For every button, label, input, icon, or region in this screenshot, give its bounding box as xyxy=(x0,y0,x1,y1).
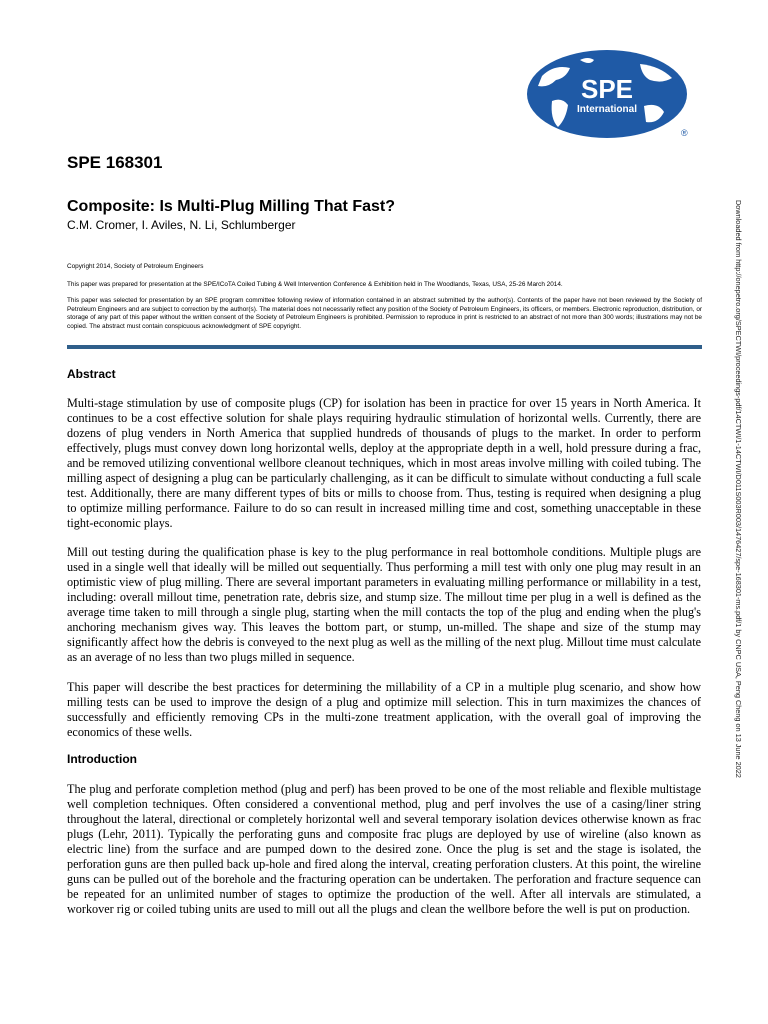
abstract-paragraph-2: Mill out testing during the qualification phase is key to the plug performance in real bottomhole conditions. Multiple plugs are used in a single well that ideally will be milled out sequentially. Thus performing a mill test with only one plug may result in an optimistic view of plug milling. There are several important parameters in evaluating milling performance or millability in a test, including: overall millout time, penetration rate, debris size, and stump size. The millout time per plug in a well is defined as the average time taken to mill through a single plug, starting when the mill contacts the top of the plug and ending when the plug's anchoring mechanism gives way. This leaves the bottom part, or stump, un-milled. The shape and size of the stump may significantly affect how the debris is conveyed to the next plug as well as the milling of the next plug. Millout time must calculate as an average of no less than two plugs milled in sequence. xyxy=(67,545,701,664)
selection-disclaimer: This paper was selected for presentation by an SPE program committee following review of information contained in an abstract submitted by the author(s). Contents of the paper have not been reviewed by the Society of Petroleum Engineers and are subject to correction by the author(s). The material does not necessarily reflect any position of the Society of Petroleum Engineers, its officers, or members. Electronic reproduction, distribution, or storage of any part of this paper without the written consent of the Society of Petroleum Engineers is prohibited. Permission to reproduce in print is restricted to an abstract of not more than 300 words; illustrations may not be copied. The abstract must contain conspicuous acknowledgment of SPE copyright. xyxy=(67,297,702,330)
paper-number: SPE 168301 xyxy=(67,153,163,172)
paper-title: Composite: Is Multi-Plug Milling That Fast? xyxy=(67,198,395,215)
download-watermark xyxy=(730,200,748,830)
spe-international-logo xyxy=(522,46,692,142)
introduction-heading: Introduction xyxy=(67,752,137,766)
copyright-notice: Copyright 2014, Society of Petroleum Engineers xyxy=(67,263,204,270)
logo-text-international: International xyxy=(576,104,638,115)
abstract-heading: Abstract xyxy=(67,367,116,381)
abstract-paragraph-1: Multi-stage stimulation by use of composite plugs (CP) for isolation has been in practice for over 15 years in North America. It continues to be a cost effective solution for shale plays requiring hydraulic stimulation of horizontal wells. Currently, there are dozens of plug venders in North America that supplied hundreds of thousands of plugs to the market. In order to perform effectively, plugs must convey down long horizontal wells, deploy at the appropriate depth in a well, hold pressure during a frac, and be removed utilizing conventional wellbore cleanout techniques, which in most areas involve milling with coiled tubing. The milling aspect of designing a plug can be particularly challenging, as it can be difficult to simulate without conducting a full scale test. Additionally, there are many different types of bits or mills to choose from. Thus, testing is required when designing a plug to optimize milling performance. Failure to do so can result in increased milling time and cost, something unacceptable in these tight-economic plays. xyxy=(67,396,701,530)
abstract-paragraph-3: This paper will describe the best practices for determining the millability of a CP in a multiple plug scenario, and show how milling tests can be used to improve the design of a plug and optimize mill selection. This in turn maximizes the chances of successfully and efficiently removing CPs in the multi-zone treatment application, with the overall goal of improving the economics of these wells. xyxy=(67,680,701,739)
introduction-paragraph-1: The plug and perforate completion method (plug and perf) has been proved to be one of the most reliable and flexible multistage well completion techniques. Often considered a conventional method, plug and perf involves the use of a casing/liner string throughout the lateral, directional or completely horizontal well and several temporary isolation devices otherwise known as frac plugs (Lehr, 2011). Typically the perforating guns and composite frac plugs are deployed by use of wireline (also known as electric line) from the surface and are pumped down to the desired zone. Once the plug is set and the stage is isolated, the perforation guns are then pulled back up-hole and fired along the interval, creating perforation clusters. At this point, the wireline guns can be pulled out of the borehole and the fracturing operation can be undertaken. The perforation and fracture sequence can be repeated for an unlimited number of stages to optimize the production of the well. After all intervals are stimulated, a workover rig or coiled tubing units are used to mill out all the plugs and clean the wellbore before the well is put on production. xyxy=(67,782,701,916)
download-watermark-text: Downloaded from http://onepetro.org/SPECTWI/proceedings-pdf/14CTWI/1-14CTWI/D011S003R003/1476427/spe-168301-ms.pdf/1 by CNPC USA, Peng Cheng on 13 June 2022 xyxy=(734,200,743,778)
registered-mark: ® xyxy=(681,128,688,138)
presentation-notice: This paper was prepared for presentation at the SPE/ICoTA Coiled Tubing & Well Intervention Conference & Exhibition held in The Woodlands, Texas, USA, 25-26 March 2014. xyxy=(67,281,563,288)
header-divider xyxy=(67,345,702,349)
logo-text-spe: SPE xyxy=(580,74,634,104)
paper-authors: C.M. Cromer, I. Aviles, N. Li, Schlumberger xyxy=(67,218,296,232)
